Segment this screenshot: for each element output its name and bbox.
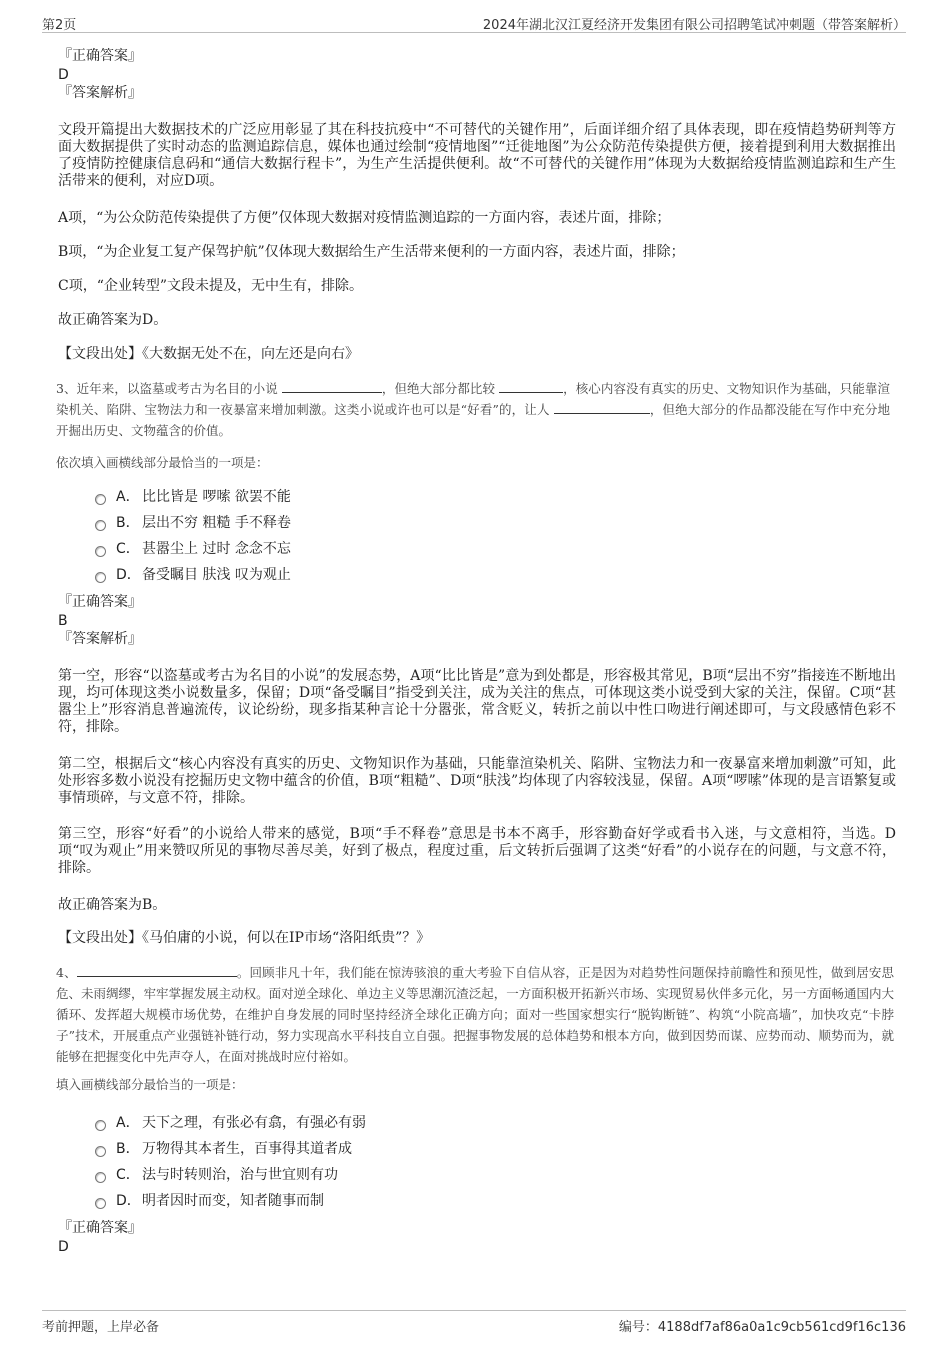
option-key: A．: [116, 489, 140, 505]
analysis-text: A项，“为公众防范传染提供了方便”仅体现大数据对疫情监测追踪的一方面内容，表述片面，排除；: [58, 210, 671, 226]
question-3-stem: [56, 378, 890, 441]
analysis-text: 第一空，形容“以盗墓或考古为名目的小说”的发展态势，A项“比比皆是”意为到处都是，形容极其常见，B项“层出不穷”指接连不断地出现，均可体现这类小说数量多，保留；D项“备受瞩目”指受到关注，成为关注的焦点，可体现这类小说受到大家的关注，保留。C项“甚嚣尘上”形容消息普遍流传，议论纷纷，现多指某种言论十分嚣张，常含贬义，转折之前以中性口吻进行阐述即可，与文段感情色彩不符，排除。: [58, 668, 896, 735]
option-b[interactable]: [95, 510, 291, 536]
option-key: C．: [116, 1167, 140, 1183]
answer-block-q2: [58, 47, 896, 103]
stem-text: ，但绝大部分都比较: [381, 381, 496, 396]
option-text: 明者因时而变，知者随事而制: [142, 1193, 324, 1209]
option-key: D．: [116, 1193, 141, 1209]
option-c[interactable]: [95, 536, 291, 562]
prompt-text: 填入画横线部分最恰当的一项是：: [56, 1077, 244, 1092]
prompt-text: 依次填入画横线部分最恰当的一项是：: [56, 455, 269, 470]
answer-label: 『正确答案』: [58, 1220, 142, 1236]
analysis-text: B项，“为企业复工复产保驾护航”仅体现大数据给生产生活带来便利的一方面内容，表述片面，排除；: [58, 244, 685, 260]
analysis-text: 故正确答案为D。: [58, 312, 168, 328]
option-text: 比比皆是 啰嗦 欲罢不能: [142, 489, 291, 505]
option-key: B．: [116, 515, 140, 531]
option-text: 万物得其本者生，百事得其道者成: [142, 1141, 352, 1157]
stem-text: ，核心内容没有真实的历史、文物知识作为基础，只能靠渲染机关、陷阱、宝物法力和一夜暴富来增加刺激。这类小说或许也可以是“好看”的，让人: [56, 381, 890, 417]
radio-button[interactable]: [95, 572, 106, 583]
source-text: 【文段出处】《大数据无处不在，向左还是向右》: [58, 346, 359, 362]
option-text: 法与时转则治，治与世宜则有功: [142, 1167, 338, 1183]
option-text: 层出不穷 粗糙 手不释卷: [142, 515, 291, 531]
analysis-paragraph: [58, 244, 896, 261]
analysis-text: 第三空，形容“好看”的小说给人带来的感觉，B项“手不释卷”意思是书本不离手，形容勤奋好学或看书入迷，与文意相符，当选。D项“叹为观止”用来赞叹所见的事物尽善尽美，好到了极点，程度过重，后文转折后强调了这类“好看”的小说存在的问题，与文意不符，排除。: [58, 826, 896, 876]
page-number: 第2页: [42, 18, 77, 33]
answer-value: B: [58, 613, 68, 629]
option-a[interactable]: [95, 1110, 366, 1136]
fill-blank: [282, 380, 382, 393]
answer-label: 『正确答案』: [58, 594, 142, 610]
source-note: [58, 346, 896, 363]
option-key: B．: [116, 1141, 140, 1157]
analysis-text: 故正确答案为B。: [58, 897, 167, 913]
analysis-label: 『答案解析』: [58, 631, 142, 647]
footer-slogan: 考前押题，上岸必备: [42, 1320, 160, 1335]
analysis-paragraph: [58, 312, 896, 329]
question-prompt: [56, 1074, 894, 1095]
option-text: 甚嚣尘上 过时 念念不忘: [142, 541, 291, 557]
radio-button[interactable]: [95, 1172, 106, 1183]
fill-blank: [77, 964, 237, 977]
question-3-options: [95, 484, 291, 588]
document-code: 编号：4188df7af86a0a1c9cb561cd9f16c136: [618, 1320, 906, 1335]
answer-value: D: [58, 1239, 69, 1255]
question-4-options: [95, 1110, 366, 1214]
option-key: C．: [116, 541, 140, 557]
stem-text: ，但绝大部分的作品都没能在写作中充分地开掘出历史、文物蕴含的价值。: [56, 402, 890, 438]
question-4-stem: [56, 962, 894, 1067]
option-text: 备受瞩目 肤浅 叹为观止: [142, 567, 291, 583]
analysis-paragraph: [58, 826, 896, 877]
question-prompt: [56, 452, 894, 473]
radio-button[interactable]: [95, 1198, 106, 1209]
stem-text: 。回顾非凡十年，我们能在惊涛骇浪的重大考验下自信从容，正是因为对趋势性问题保持前瞻性和预见性，做到居安思危、未雨绸缪，牢牢掌握发展主动权。面对逆全球化、单边主义等思潮沉渣泛起，一方面积极开拓新兴市场、实现贸易伙伴多元化，另一方面畅通国内大循环、发挥超大规模市场优势，在维护自身发展的同时坚持经济全球化正确方向；面对一些国家想实行“脱钩断链”、构筑“小院高墙”，加快攻克“卡脖子”技术，开展重点产业强链补链行动，努力实现高水平科技自立自强。把握事物发展的总体趋势和根本方向，做到因势而谋、应势而动、顺势而为，就能够在把握变化中先声夺人，在面对挑战时应付裕如。: [56, 965, 894, 1064]
analysis-paragraph: [58, 897, 896, 914]
question-number: 4、: [56, 965, 77, 980]
page-header: [42, 10, 906, 33]
question-number: 3、: [56, 381, 77, 396]
option-a[interactable]: [95, 484, 291, 510]
option-d[interactable]: [95, 562, 291, 588]
source-text: 【文段出处】《马伯庸的小说，何以在IP市场“洛阳纸贵”？》: [58, 930, 431, 946]
analysis-label: 『答案解析』: [58, 85, 142, 101]
analysis-paragraph: [58, 756, 896, 807]
option-text: 天下之理，有张必有翕，有强必有弱: [142, 1115, 366, 1131]
answer-label: 『正确答案』: [58, 48, 142, 64]
analysis-paragraph: [58, 210, 896, 227]
analysis-paragraph: [58, 122, 896, 190]
radio-button[interactable]: [95, 494, 106, 505]
analysis-paragraph: [58, 668, 896, 736]
option-b[interactable]: [95, 1136, 366, 1162]
option-key: D．: [116, 567, 141, 583]
answer-value: D: [58, 67, 69, 83]
analysis-text: 文段开篇提出大数据技术的广泛应用彰显了其在科技抗疫中“不可替代的关键作用”，后面详细介绍了具体表现，即在疫情趋势研判等方面大数据提供了实时动态的监测追踪信息，媒体也通过绘制“疫情地图”“迁徙地图”为公众防范传染提供方便，接着提到利用大数据推出了疫情防控健康信息码和“通信大数据行程卡”，为生产生活提供便利。故“不可替代的关键作用”体现为大数据给疫情监测追踪和生产生活带来的便利，对应D项。: [58, 122, 896, 189]
analysis-text: C项，“企业转型”文段未提及，无中生有，排除。: [58, 278, 364, 294]
stem-text: 近年来，以盗墓或考古为名目的小说: [76, 381, 278, 396]
radio-button[interactable]: [95, 546, 106, 557]
option-key: A．: [116, 1115, 140, 1131]
radio-button[interactable]: [95, 520, 106, 531]
option-d[interactable]: [95, 1188, 366, 1214]
answer-block-q3: [58, 593, 896, 649]
source-note: [58, 930, 896, 947]
radio-button[interactable]: [95, 1120, 106, 1131]
analysis-text: 第二空，根据后文“核心内容没有真实的历史、文物知识作为基础，只能靠渲染机关、陷阱、宝物法力和一夜暴富来增加刺激”可知，此处形容多数小说没有挖掘历史文物中蕴含的价值，B项“粗糙”、D项“肤浅”均体现了内容较浅显，保留。A项“啰嗦”体现的是言语繁复或事情琐碎，与文意不符，排除。: [58, 756, 896, 806]
analysis-paragraph: [58, 278, 896, 295]
document-title: 2024年湖北汉江夏经济开发集团有限公司招聘笔试冲刺题（带答案解析）: [482, 18, 906, 33]
radio-button[interactable]: [95, 1146, 106, 1157]
page-footer: [42, 1310, 906, 1337]
fill-blank: [554, 401, 650, 414]
fill-blank: [499, 380, 563, 393]
option-c[interactable]: [95, 1162, 366, 1188]
answer-block-q4: [58, 1219, 896, 1256]
